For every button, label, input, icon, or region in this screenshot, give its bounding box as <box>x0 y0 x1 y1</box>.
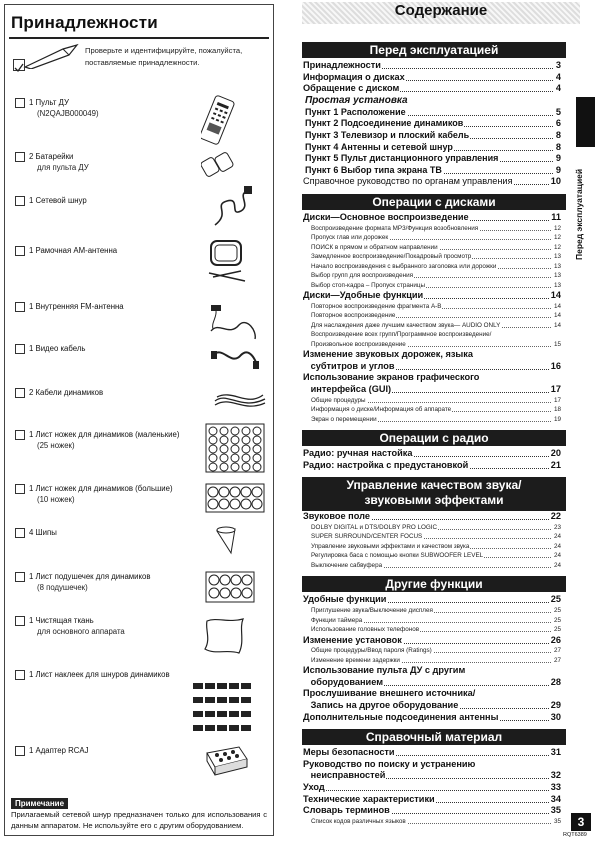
toc-entry[interactable] <box>303 212 561 223</box>
section-header: Операции с радио <box>302 430 566 446</box>
toc-entry-title: Экран о перемещении <box>303 416 378 423</box>
toc-entry[interactable] <box>303 340 561 349</box>
toc-page-number: 14 <box>553 312 561 320</box>
toc-entry-title: Список кодов различных языков <box>303 818 407 825</box>
toc-entry-title: Изменение установок <box>303 634 402 645</box>
toc-entry[interactable] <box>303 165 561 176</box>
toc-entry[interactable] <box>303 688 561 699</box>
toc-page-number: 35 <box>550 805 561 816</box>
accessory-checkbox[interactable] <box>15 746 25 756</box>
cleaning-cloth-image <box>203 615 247 655</box>
toc-page-number: 8 <box>555 130 561 140</box>
toc-page-number: 21 <box>550 459 561 470</box>
speaker-cables-image <box>213 389 267 413</box>
toc-entry-title: Использование пульта ДУ с другим <box>303 665 466 676</box>
accessory-name: 1 Рамочная АМ-антенна <box>29 246 118 255</box>
toc-page-number: 17 <box>550 384 561 394</box>
toc-entry[interactable] <box>303 700 561 711</box>
toc-entry-title: Воспроизведение формата MP3/Функция возобновления <box>303 225 479 232</box>
toc-page-number: 34 <box>550 793 561 804</box>
accessory-name: 1 Видео кабель <box>29 344 86 353</box>
toc-entry-title: Изменение звуковых дорожек, языка <box>303 349 473 360</box>
accessory-name: 2 Батарейки <box>29 152 74 161</box>
toc-entry[interactable] <box>303 290 561 301</box>
toc-page-number: 12 <box>553 224 561 232</box>
accessory-name: 1 Пульт ДУ <box>29 98 69 107</box>
toc-entry-title: Руководство по поиску и устранению <box>303 758 476 769</box>
toc-page-number: 29 <box>550 699 561 710</box>
toc-entry-title: Радио: ручная настойка <box>303 448 413 459</box>
toc-entry[interactable] <box>303 551 561 560</box>
toc-entry-title: Обращение с диском <box>303 83 400 94</box>
toc-entry[interactable] <box>303 130 561 141</box>
toc-entry-title: Произвольное воспроизведение <box>303 341 407 348</box>
section-header: Справочный материал <box>302 729 566 745</box>
title-rule <box>9 37 269 39</box>
toc-page-number: 13 <box>553 262 561 270</box>
toc-entry-title: Информация о дисках <box>303 71 405 82</box>
toc-page-number: 4 <box>555 71 561 82</box>
toc-entry[interactable] <box>303 321 561 330</box>
toc-entry-title: Меры безопасности <box>303 747 395 758</box>
toc-entry[interactable] <box>303 118 561 129</box>
toc-entry-title: Словарь терминов <box>303 805 390 816</box>
toc-entry[interactable] <box>303 606 561 615</box>
toc-entry[interactable] <box>303 561 561 570</box>
toc-page-number: 25 <box>553 616 561 624</box>
toc-entry-title: Использование головных телефонов <box>303 626 420 633</box>
toc-entry[interactable] <box>303 142 561 153</box>
toc-page-number: 20 <box>550 448 561 459</box>
toc-entry-title: Пункт 4 Антенны и сетевой шнур <box>305 141 453 152</box>
toc-entry-title: Повторное воспроизведение <box>303 312 396 319</box>
toc-entry-title: Пункт 3 Телевизор и плоский кабель <box>305 130 470 140</box>
accessory-checkbox[interactable] <box>15 528 25 538</box>
accessory-checkbox[interactable] <box>15 196 25 206</box>
small-speaker-feet-image <box>205 423 265 473</box>
toc-entry[interactable] <box>303 224 561 233</box>
batteries-image <box>201 151 237 177</box>
accessory-name: 1 Адаптер RCAJ <box>29 746 89 755</box>
accessories-panel <box>4 4 274 836</box>
toc-entry[interactable] <box>303 770 561 781</box>
toc-entry[interactable] <box>303 794 561 805</box>
toc-page-number: 13 <box>553 281 561 289</box>
toc-entry-title: Начало воспроизведения с выбранного заголовка или дорожки <box>303 263 497 270</box>
toc-entry-title: Пункт 2 Подсоединение динамиков <box>305 118 464 129</box>
accessory-detail: (N2QAJB000049) <box>37 109 99 118</box>
toc-entry[interactable] <box>303 656 561 665</box>
toc-page-number: 3 <box>555 60 561 70</box>
toc-entry[interactable] <box>303 817 561 826</box>
toc-entry-title: Управление звуковыми эффектами и качеством звука <box>303 543 470 550</box>
speaker-pads-image <box>205 571 255 603</box>
accessory-checkbox[interactable] <box>15 388 25 398</box>
toc-entry-title: Прослушивание внешнего источника/ <box>303 688 476 699</box>
check-box <box>13 59 25 71</box>
toc-entry[interactable] <box>303 243 561 252</box>
toc-entry-title: Радио: настройка с предустановкой <box>303 459 469 470</box>
toc-entry-title: Изменение времени задержки <box>303 657 401 664</box>
toc-page-number: 22 <box>550 511 561 522</box>
accessory-checkbox[interactable] <box>15 246 25 256</box>
toc-page-number: 16 <box>550 360 561 371</box>
toc-page-number: 26 <box>550 634 561 645</box>
toc-entry-title: DOLBY DIGITAL и DTS/DOLBY PRO LOGIC <box>303 524 438 531</box>
remote-control-image <box>201 95 237 145</box>
toc-entry-title: Информация о диске/Информация об аппарате <box>303 406 452 413</box>
toc-entry[interactable] <box>303 384 561 395</box>
section-tab-marker <box>576 97 595 147</box>
toc-entry-title: Воспроизведение всех групп/Программное воспроизведение/ <box>303 331 492 338</box>
toc-page-number: 24 <box>553 533 561 541</box>
toc-entry[interactable] <box>303 759 561 770</box>
toc-entry[interactable] <box>303 330 561 339</box>
toc-entry[interactable] <box>303 372 561 383</box>
toc-entry-title: Пункт 6 Выбор типа экрана ТВ <box>305 164 442 175</box>
toc-page-number: 5 <box>555 106 561 117</box>
toc-page-number: 31 <box>550 747 561 758</box>
video-cable-image <box>211 343 259 371</box>
toc-page-number: 25 <box>553 626 561 633</box>
toc-entry[interactable] <box>303 153 561 164</box>
toc-entry[interactable] <box>303 233 561 242</box>
toc-entry[interactable] <box>303 72 561 83</box>
toc-page-number: 33 <box>550 781 561 792</box>
toc-entry-title: Уход <box>303 781 325 792</box>
toc-entry[interactable] <box>303 448 561 459</box>
toc-entry-title: Выключение сабвуфера <box>303 562 383 569</box>
toc-entry-title: Использование экранов графического <box>303 372 480 383</box>
toc-entry-title: оборудованием <box>303 676 383 687</box>
toc-entry[interactable] <box>303 523 561 532</box>
power-cord-image <box>211 183 255 229</box>
toc-page-number: 8 <box>555 141 561 152</box>
section-header: Перед эксплуатацией <box>302 42 566 58</box>
toc-entry-title: SUPER SURROUND/CENTER FOCUS <box>303 533 423 540</box>
accessories-title: Принадлежности <box>11 13 158 32</box>
toc-entry-title: Технические характеристики <box>303 793 435 804</box>
toc-page-number: 30 <box>550 711 561 722</box>
note-text: Прилагаемый сетевой шнур предназначен только для использования с данным аппаратом. Не используйте его с другим оборудованием. <box>11 810 267 830</box>
note-label: Примечание <box>11 798 68 809</box>
toc-entry[interactable] <box>303 616 561 625</box>
page-number: 3 <box>571 813 591 831</box>
toc-page-number: 27 <box>553 647 561 655</box>
toc-entry[interactable] <box>303 349 561 360</box>
toc-entry[interactable] <box>303 361 561 372</box>
toc-entry[interactable] <box>303 677 561 688</box>
fm-antenna-image <box>209 301 259 341</box>
toc-entry[interactable] <box>303 396 561 405</box>
large-speaker-feet-image <box>205 483 265 513</box>
toc-page-number: 13 <box>553 272 561 280</box>
doc-code: RQT6389 <box>563 832 587 838</box>
toc-page-number: 18 <box>553 406 561 414</box>
toc-entry[interactable] <box>303 782 561 793</box>
toc-entry-title: Пункт 5 Пульт дистанционного управления <box>305 153 499 164</box>
toc-entry[interactable] <box>303 415 561 424</box>
toc-page-number: 14 <box>553 302 561 310</box>
toc-page-number: 27 <box>553 656 561 664</box>
accessory-checkbox[interactable] <box>15 430 25 440</box>
section-header: Управление качеством звука/ звуковыми эффектами <box>302 477 566 511</box>
accessory-name: 1 Лист ножек для динамиков (маленькие) <box>29 430 180 439</box>
accessory-name: 1 Лист ножек для динамиков (большие) <box>29 484 173 493</box>
toc-entry-title: Для наслаждения даже лучшим качеством звука— AUDIO ONLY <box>303 322 501 329</box>
toc-page-number: 35 <box>553 817 561 825</box>
pen-hand-icon <box>23 43 83 69</box>
cord-stickers-image <box>191 681 255 735</box>
side-section-text: Перед эксплуатацией <box>574 168 584 260</box>
accessory-name: 1 Сетевой шнур <box>29 196 87 205</box>
accessory-name: 1 Лист подушечек для динамиков <box>29 572 151 581</box>
toc-entry[interactable] <box>303 712 561 723</box>
toc-entry-title: ПОИСК в прямом и обратном направлении <box>303 244 439 251</box>
toc-title: Содержание <box>302 2 580 24</box>
toc-entry[interactable] <box>303 311 561 320</box>
toc-entry-title: Простая установка <box>305 94 408 106</box>
toc-page-number: 15 <box>553 340 561 348</box>
accessory-name: 1 Чистящая ткань <box>29 616 94 625</box>
toc-entry-title: неисправностей <box>303 770 386 781</box>
toc-entry[interactable] <box>303 83 561 94</box>
toc-page-number: 10 <box>550 176 561 187</box>
toc-entry[interactable] <box>303 646 561 655</box>
toc-entry[interactable] <box>303 262 561 271</box>
toc-page-number: 6 <box>555 118 561 129</box>
toc-entry[interactable] <box>303 271 561 280</box>
toc-entry-title: Пропуск глав или дорожек <box>303 234 389 241</box>
toc-entry-title: Замедленное воспроизведение/Покадровый просмотр <box>303 253 472 260</box>
toc-entry[interactable] <box>303 805 561 816</box>
accessory-checkbox[interactable] <box>15 344 25 354</box>
toc-entry-title: Общие процедуры/Ввод пароля (Ratings) <box>303 647 433 654</box>
toc-page-number: 9 <box>555 153 561 164</box>
toc-entry-title: Приглушение звука/Выключение дисплея <box>303 607 434 614</box>
toc-entry-title: Регулировка баса с помощью кнопки SUBWOOFER LEVEL <box>303 552 484 559</box>
toc-entry[interactable] <box>303 511 561 522</box>
accessory-checkbox[interactable] <box>15 302 25 312</box>
accessory-checkbox[interactable] <box>15 616 25 626</box>
toc-page-number: 32 <box>550 770 561 781</box>
accessory-detail: (25 ножек) <box>37 441 75 450</box>
toc-entry[interactable] <box>303 302 561 311</box>
toc-entry[interactable] <box>303 95 561 106</box>
toc-page-number: 25 <box>550 594 561 605</box>
toc-entry-title: Пункт 1 Расположение <box>305 106 406 117</box>
accessory-checkbox[interactable] <box>15 152 25 162</box>
toc-page-number: 11 <box>551 212 561 222</box>
toc-entry-title: интерфейса (GUI) <box>303 384 392 394</box>
accessory-checkbox[interactable] <box>15 572 25 582</box>
toc-entry-title: Диски—Основное воспроизведение <box>303 212 469 222</box>
toc-page-number: 24 <box>553 542 561 550</box>
toc-entry-title: Повторное воспроизведение фрагмента A-B <box>303 303 442 310</box>
toc-entry[interactable] <box>303 532 561 541</box>
accessory-name: 1 Внутренняя FM-антенна <box>29 302 124 311</box>
toc-entry-title: Звуковое поле <box>303 511 370 522</box>
toc-page-number: 19 <box>553 415 561 423</box>
toc-entry-title: субтитров и углов <box>303 360 395 371</box>
toc-entry-title: Принадлежности <box>303 60 381 70</box>
toc-page-number: 24 <box>553 552 561 560</box>
section-header: Другие функции <box>302 576 566 592</box>
toc-page-number: 14 <box>550 290 561 301</box>
accessory-detail: для пульта ДУ <box>37 163 89 172</box>
accessory-detail: для основного аппарата <box>37 627 125 636</box>
toc-entry[interactable] <box>303 252 561 261</box>
toc-entry-title: Функции таймера <box>303 617 363 624</box>
am-antenna-image <box>205 237 249 283</box>
toc-entry[interactable] <box>303 107 561 118</box>
toc-entry[interactable] <box>303 460 561 471</box>
toc-entry[interactable] <box>303 747 561 758</box>
toc-page-number: 23 <box>553 523 561 531</box>
toc-entry[interactable] <box>303 665 561 676</box>
toc-entry-title: Общие процедуры <box>303 397 367 404</box>
toc-entry-title: Дополнительные подсоединения антенны <box>303 711 499 722</box>
toc-page-number: 4 <box>555 83 561 94</box>
toc-entry[interactable] <box>303 281 561 290</box>
toc-entry-title: Выбор групп для воспроизведения <box>303 272 414 279</box>
toc-entry[interactable] <box>303 405 561 414</box>
spike-image <box>213 525 239 555</box>
toc-page-number: 9 <box>555 164 561 175</box>
rcaj-adapter-image <box>203 743 251 779</box>
toc-entry-title: Справочное руководство по органам управления <box>303 176 513 187</box>
toc-page-number: 13 <box>553 253 561 261</box>
accessory-detail: (10 ножек) <box>37 495 75 504</box>
intro-text: Проверьте и идентифицируйте, пожалуйста, поставляемые принадлежности. <box>85 46 243 67</box>
toc-entry[interactable] <box>303 625 561 634</box>
toc-page-number: 12 <box>553 243 561 251</box>
toc-page-number: 24 <box>553 561 561 569</box>
toc-entry[interactable] <box>303 60 561 71</box>
accessory-detail: (8 подушечек) <box>37 583 88 592</box>
accessory-checkbox[interactable] <box>15 98 25 108</box>
accessory-name: 4 Шипы <box>29 528 57 537</box>
toc-entry-title: Удобные функции <box>303 594 387 605</box>
section-header: Операции с дисками <box>302 194 566 210</box>
toc-page-number: 12 <box>553 234 561 242</box>
side-section-label <box>566 150 595 270</box>
toc-entry[interactable] <box>303 594 561 605</box>
toc-entry-title: Запись на другое оборудование <box>303 699 459 710</box>
accessory-checkbox[interactable] <box>15 484 25 494</box>
toc-entry-title: Диски—Удобные функции <box>303 290 424 301</box>
toc-page-number: 25 <box>553 607 561 614</box>
accessory-name: 2 Кабели динамиков <box>29 388 104 397</box>
toc-page-number: 14 <box>553 321 561 329</box>
toc-entry[interactable] <box>303 542 561 551</box>
toc-entry[interactable] <box>303 176 561 187</box>
toc-entry-title: Выбор стоп-кадра – Пропуск страницы <box>303 282 426 289</box>
accessory-checkbox[interactable] <box>15 670 25 680</box>
toc-page-number: 17 <box>553 396 561 404</box>
toc-page-number: 28 <box>550 676 561 687</box>
accessory-name: 1 Лист наклеек для шнуров динамиков <box>29 670 170 679</box>
leader-dots <box>303 790 561 791</box>
toc-entry[interactable] <box>303 635 561 646</box>
